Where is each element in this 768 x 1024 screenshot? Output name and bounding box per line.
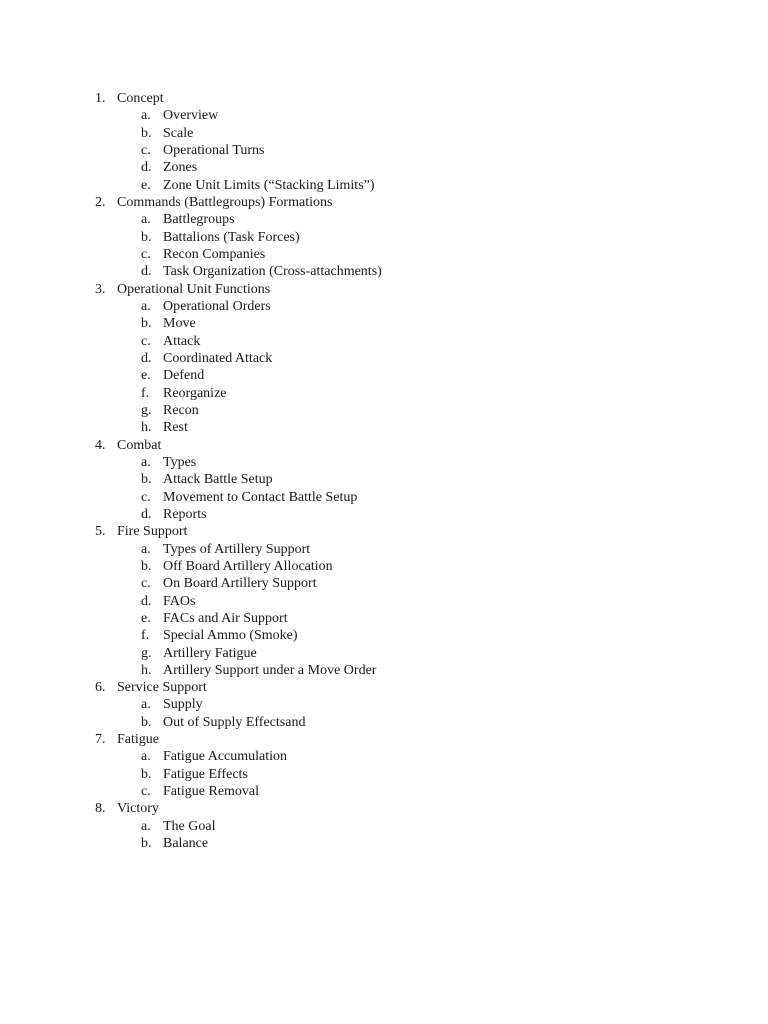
subitem-letter: b.: [141, 125, 152, 141]
outline-section: [0, 679, 768, 696]
subitem-text: Scale: [163, 125, 194, 141]
outline-subitem: [0, 315, 768, 332]
outline-subitem: [0, 367, 768, 384]
outline-section: [0, 194, 768, 211]
document-outline: [0, 90, 768, 852]
subitem-text: Supply: [163, 697, 203, 713]
outline-subitem: [0, 783, 768, 800]
subitem-text: Operational Orders: [163, 298, 271, 314]
subitem-letter: c.: [141, 489, 151, 505]
subitem-text: Fatigue Accumulation: [163, 749, 288, 765]
outline-subitem: [0, 748, 768, 765]
subitem-letter: a.: [141, 541, 151, 557]
subitem-letter: f.: [141, 385, 150, 401]
subitem-text: Overview: [163, 108, 219, 124]
subitem-letter: b.: [141, 836, 152, 852]
section-title: Fire Support: [117, 524, 188, 540]
outline-section: [0, 731, 768, 748]
subitem-letter: a.: [141, 749, 151, 765]
outline-section: [0, 437, 768, 454]
outline-subitem: [0, 385, 768, 402]
outline-subitem: [0, 766, 768, 783]
outline-subitem: [0, 402, 768, 419]
subitem-text: Artillery Fatigue: [163, 645, 257, 661]
subitem-letter: a.: [141, 108, 151, 124]
subitem-text: Operational Turns: [163, 142, 265, 158]
subitem-text: Reports: [163, 506, 207, 522]
subitem-text: Balance: [163, 836, 209, 852]
section-number: 3.: [95, 281, 106, 297]
subitem-text: Reorganize: [163, 385, 227, 401]
subitem-letter: a.: [141, 818, 151, 834]
subitem-text: Movement to Contact Battle Setup: [163, 489, 358, 505]
subitem-letter: b.: [141, 316, 152, 332]
subitem-text: Recon Companies: [163, 246, 266, 262]
subitem-letter: h.: [141, 662, 152, 678]
subitem-text: Fatigue Removal: [163, 784, 260, 800]
section-number: 5.: [95, 524, 106, 540]
outline-subitem: [0, 662, 768, 679]
outline-subitem: [0, 159, 768, 176]
subitem-text: The Goal: [163, 818, 216, 834]
outline-subitem: [0, 593, 768, 610]
section-number: 7.: [95, 732, 106, 748]
outline-section: [0, 281, 768, 298]
subitem-text: Rest: [163, 420, 188, 436]
subitem-letter: d.: [141, 264, 152, 280]
subitem-letter: a.: [141, 212, 151, 228]
subitem-text: Types of Artillery Support: [163, 541, 311, 557]
outline-subitem: [0, 419, 768, 436]
subitem-letter: b.: [141, 714, 152, 730]
subitem-letter: a.: [141, 298, 151, 314]
subitem-text: Attack: [163, 333, 201, 349]
subitem-letter: b.: [141, 558, 152, 574]
subitem-letter: g.: [141, 402, 152, 418]
outline-subitem: [0, 575, 768, 592]
section-number: 6.: [95, 680, 106, 696]
section-title: Combat: [117, 437, 162, 453]
subitem-letter: e.: [141, 177, 151, 193]
section-title: Concept: [117, 91, 164, 106]
subitem-text: Task Organization (Cross-attachments): [163, 264, 382, 280]
outline-subitem: [0, 558, 768, 575]
subitem-letter: c.: [141, 142, 151, 158]
section-number: 1.: [95, 91, 106, 106]
outline-subitem: [0, 489, 768, 506]
outline-subitem: [0, 125, 768, 142]
subitem-letter: c.: [141, 333, 151, 349]
subitem-text: Recon: [163, 402, 199, 418]
subitem-letter: b.: [141, 229, 152, 245]
subitem-text: On Board Artillery Support: [163, 576, 317, 592]
outline-subitem: [0, 454, 768, 471]
subitem-text: Defend: [163, 368, 205, 384]
section-number: 2.: [95, 194, 106, 210]
subitem-text: Battalions (Task Forces): [163, 229, 300, 245]
outline-subitem: [0, 246, 768, 263]
subitem-text: FAOs: [163, 593, 196, 609]
subitem-letter: c.: [141, 246, 151, 262]
section-title: Operational Unit Functions: [117, 281, 271, 297]
section-number: 4.: [95, 437, 106, 453]
outline-section: [0, 523, 768, 540]
subitem-text: Fatigue Effects: [163, 766, 248, 782]
subitem-letter: f.: [141, 628, 150, 644]
subitem-letter: d.: [141, 160, 152, 176]
section-title: Victory: [117, 801, 159, 817]
outline-subitem: [0, 177, 768, 194]
subitem-letter: g.: [141, 645, 152, 661]
outline-section: [0, 800, 768, 817]
subitem-letter: d.: [141, 506, 152, 522]
subitem-text: Artillery Support under a Move Order: [163, 662, 377, 678]
outline-subitem: [0, 627, 768, 644]
subitem-text: Move: [163, 316, 196, 332]
outline-subitem: [0, 541, 768, 558]
subitem-letter: e.: [141, 368, 151, 384]
subitem-text: Out of Supply Effectsand: [163, 714, 306, 730]
outline-subitem: [0, 229, 768, 246]
outline-section: [0, 90, 768, 107]
subitem-text: Attack Battle Setup: [163, 472, 273, 488]
subitem-text: Coordinated Attack: [163, 350, 273, 366]
outline-subitem: [0, 818, 768, 835]
outline-subitem: [0, 142, 768, 159]
subitem-letter: h.: [141, 420, 152, 436]
section-title: Fatigue: [117, 732, 159, 748]
subitem-text: Zone Unit Limits (“Stacking Limits”): [163, 177, 375, 193]
outline-subitem: [0, 107, 768, 124]
subitem-letter: d.: [141, 350, 152, 366]
outline-subitem: [0, 333, 768, 350]
outline-subitem: [0, 506, 768, 523]
subitem-letter: d.: [141, 593, 152, 609]
section-title: Service Support: [117, 680, 207, 696]
outline-subitem: [0, 835, 768, 852]
subitem-letter: e.: [141, 610, 151, 626]
outline-subitem: [0, 298, 768, 315]
subitem-letter: b.: [141, 766, 152, 782]
subitem-letter: c.: [141, 784, 151, 800]
outline-subitem: [0, 645, 768, 662]
outline-subitem: [0, 211, 768, 228]
subitem-letter: a.: [141, 454, 151, 470]
subitem-letter: b.: [141, 472, 152, 488]
outline-subitem: [0, 471, 768, 488]
outline-subitem: [0, 263, 768, 280]
subitem-text: Types: [163, 454, 197, 470]
subitem-letter: a.: [141, 697, 151, 713]
subitem-text: Battlegroups: [163, 212, 235, 228]
section-title: Commands (Battlegroups) Formations: [117, 194, 333, 210]
outline-subitem: [0, 610, 768, 627]
outline-subitem: [0, 350, 768, 367]
subitem-text: Special Ammo (Smoke): [163, 628, 298, 644]
section-number: 8.: [95, 801, 106, 817]
subitem-text: Zones: [163, 160, 198, 176]
outline-subitem: [0, 696, 768, 713]
subitem-letter: c.: [141, 576, 151, 592]
subitem-text: FACs and Air Support: [163, 610, 288, 626]
subitem-text: Off Board Artillery Allocation: [163, 558, 333, 574]
outline-subitem: [0, 714, 768, 731]
